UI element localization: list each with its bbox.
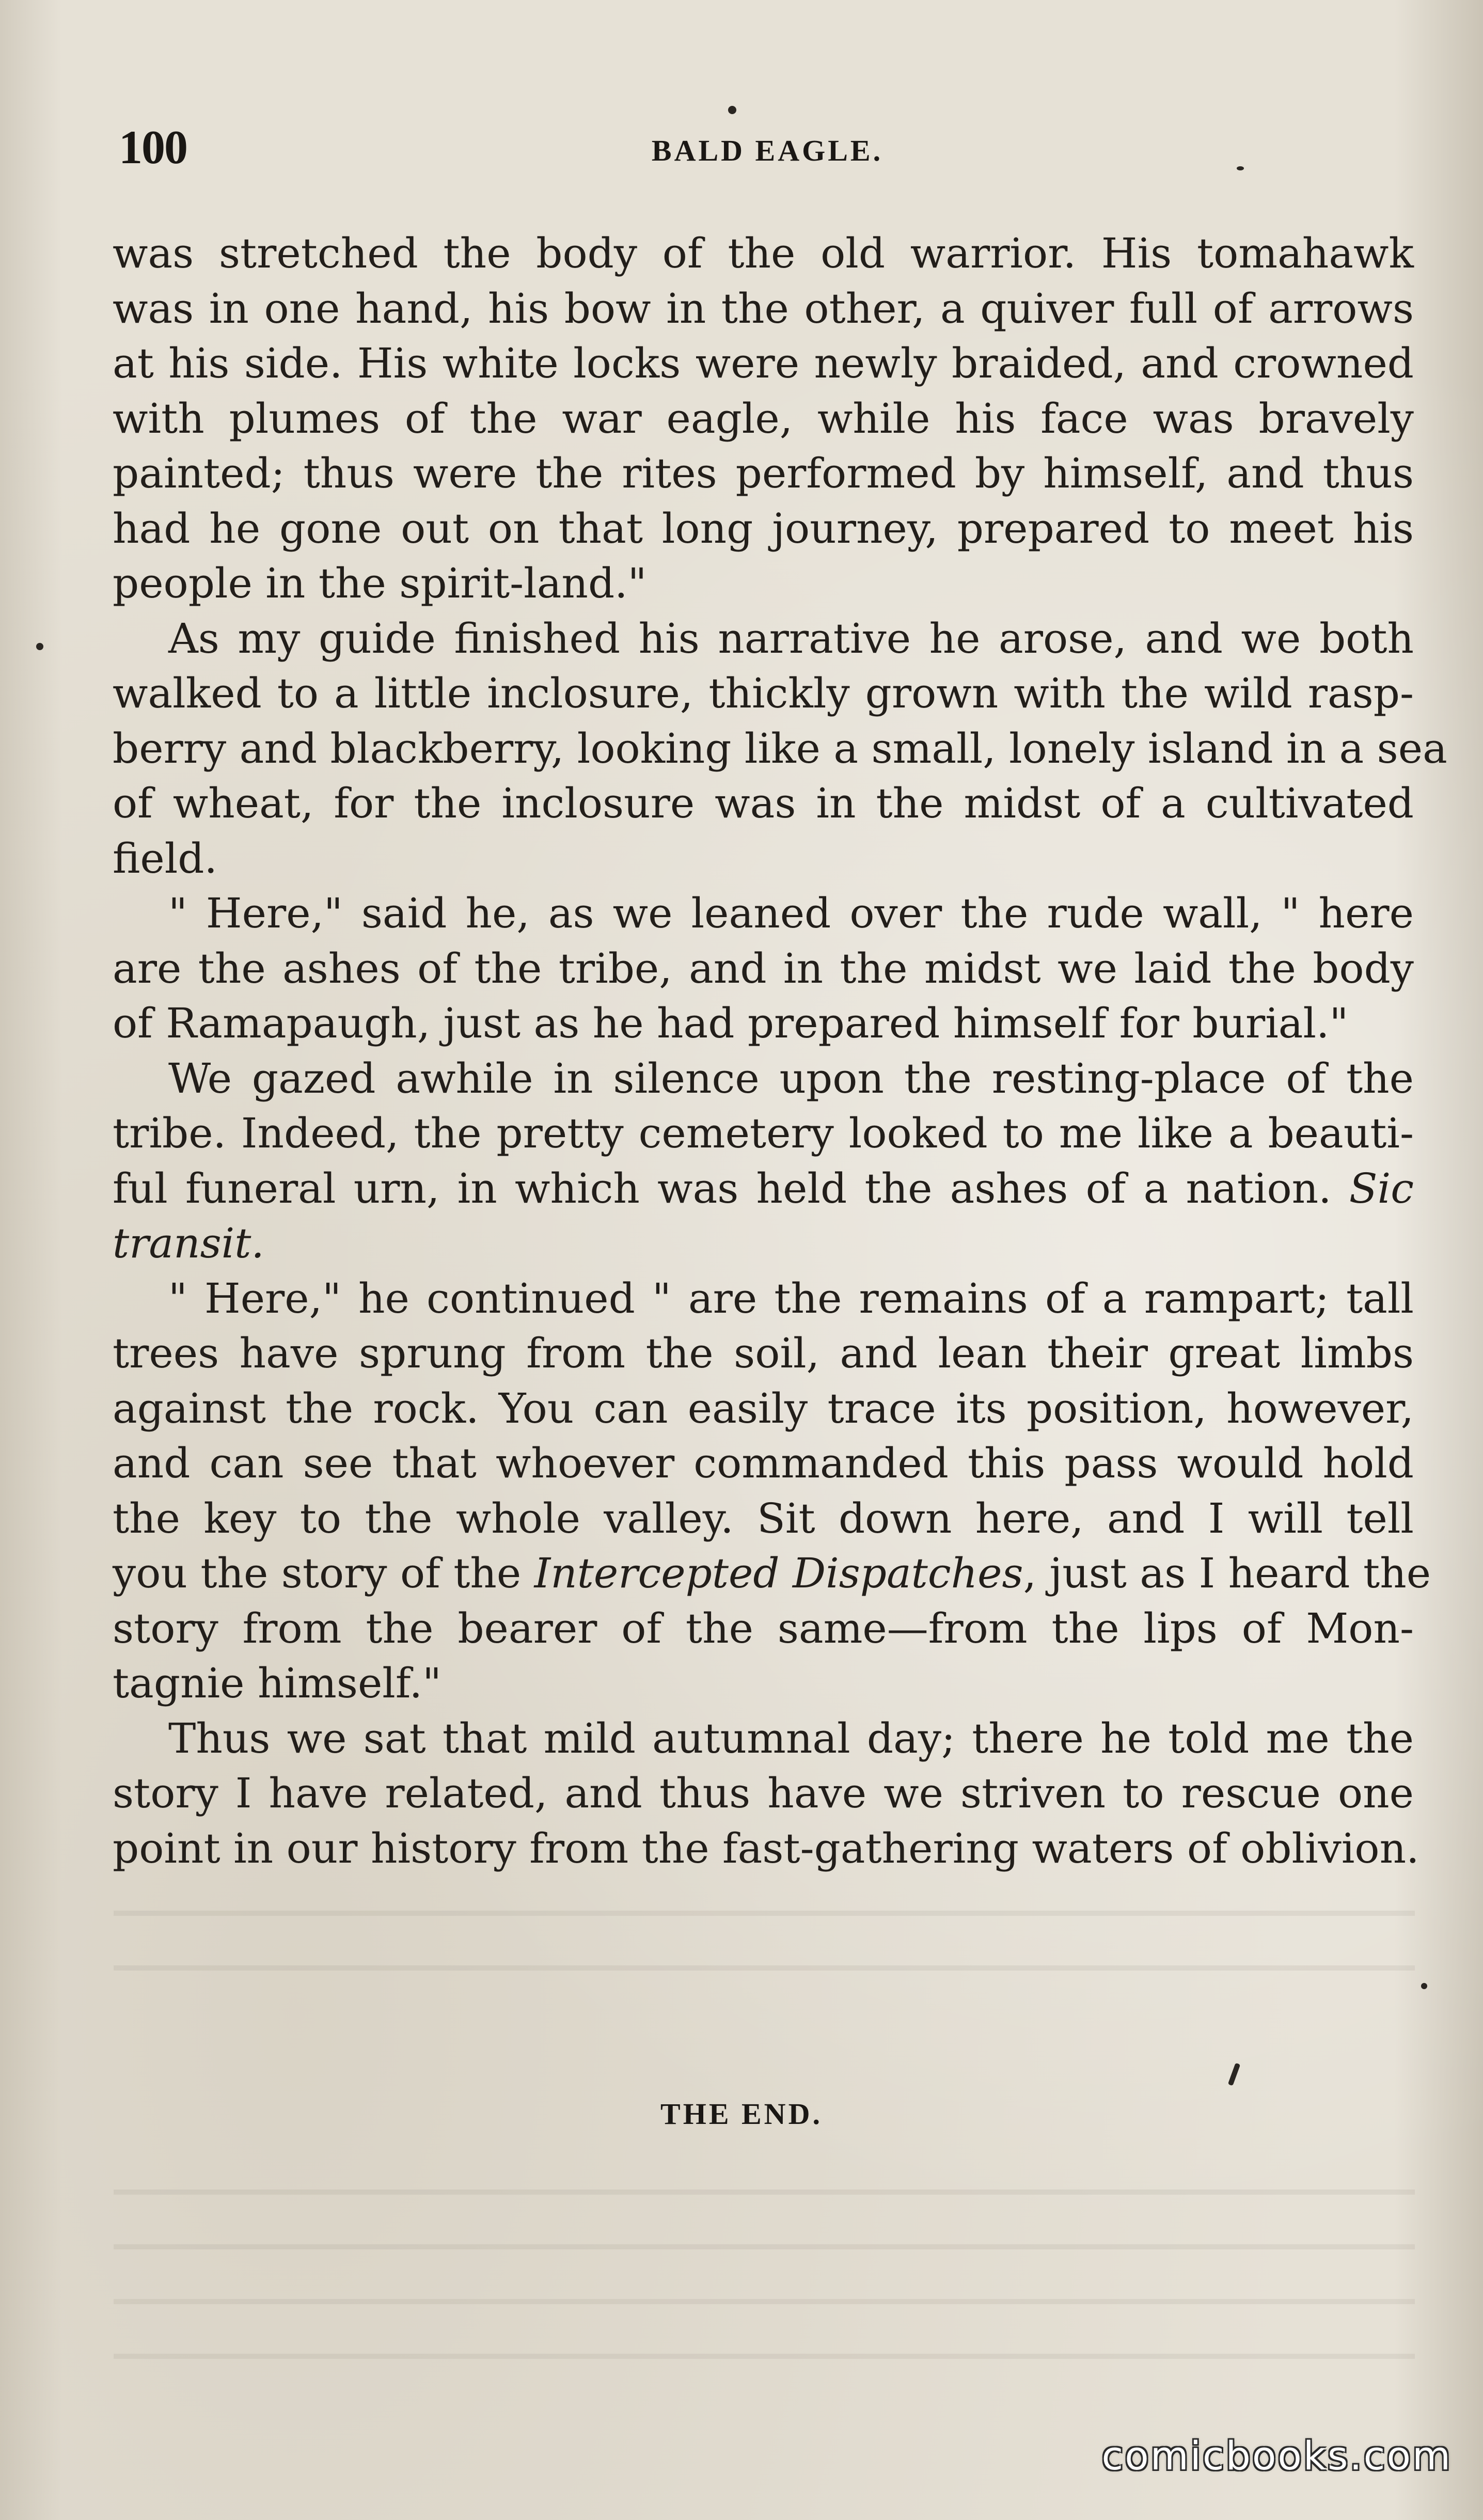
italic-phrase: Sic [1349,1164,1414,1212]
text-line: against the rock. You can easily trace its position, however, [113,1384,1414,1432]
bleed-through-line [114,2299,1415,2304]
page-number: 100 [119,121,187,174]
paragraph [113,226,1414,611]
text-line: As my guide finished his narrative he arose, and we both [168,614,1414,663]
body-text [113,226,1447,1876]
paragraph [113,1711,1419,1877]
ink-speck [1237,166,1244,170]
text-line: painted; thus were the rites performed by himself, and thus [113,449,1414,497]
text-line: point in our history from the fast-gathering waters of oblivion. [113,1824,1419,1872]
italic-phrase: Intercepted Dispatches [534,1549,1023,1597]
paragraph [113,611,1447,887]
bleed-through-line [114,1965,1415,1971]
running-head [119,120,1416,177]
text-line: tribe. Indeed, the pretty cemetery looked to me like a beauti- [113,1109,1414,1157]
text-line: walked to a little inclosure, thickly grown with the wild rasp- [113,669,1414,717]
bleed-through-line [114,2190,1415,2195]
text-line: ful funeral urn, in which was held the ashes of a nation. Sic [113,1164,1414,1212]
text-line: of Ramapaugh, just as he had prepared himself for burial." [113,999,1349,1047]
text-line: people in the spirit-land." [113,559,647,607]
paragraph [113,886,1414,1051]
text-line: at his side. His white locks were newly braided, and crowned [113,339,1414,387]
text-line: was in one hand, his bow in the other, a quiver full of arrows [113,284,1414,333]
bleed-through-line [114,2354,1415,2359]
paragraph [113,1271,1431,1711]
bleed-through-line [114,1911,1415,1916]
running-title: BALD EAGLE. [651,134,884,167]
ink-speck [1421,1983,1427,1989]
text-line: are the ashes of the tribe, and in the midst we laid the body [113,944,1414,993]
text-line: of wheat, for the inclosure was in the midst of a cultivated [113,779,1414,827]
text-line: was stretched the body of the old warrior. His tomahawk [113,229,1414,277]
text-line: Thus we sat that mild autumnal day; there he told me the [168,1714,1414,1762]
text-line: story from the bearer of the same—from the lips of Mon- [113,1604,1414,1652]
text-line: tagnie himself." [113,1659,441,1707]
text-line: We gazed awhile in silence upon the resting-place of the [168,1054,1414,1102]
text-line: trees have sprung from the soil, and lean their great limbs [113,1329,1414,1377]
bleed-through-line [114,2244,1415,2249]
text-line: " Here," he continued " are the remains of a rampart; tall [168,1274,1414,1322]
ink-speck [1228,2063,1240,2086]
text-line: field. [113,834,217,883]
text-line: story I have related, and thus have we striven to rescue one [113,1769,1414,1817]
text-line: the key to the whole valley. Sit down here, and I will tell [113,1494,1414,1542]
paragraph [113,1051,1414,1271]
watermark: comicbooks.com [1101,2433,1452,2479]
text-line: berry and blackberry, looking like a small, lonely island in a sea [113,724,1447,773]
text-line: you the story of the Intercepted Dispatches, just as I heard the [113,1549,1431,1597]
closing-line: THE END. [660,2097,823,2131]
text-line: transit. [113,1219,264,1267]
ink-speck [36,643,43,650]
ink-speck [728,106,736,114]
text-line: with plumes of the war eagle, while his face was bravely [113,394,1414,443]
text-line: and can see that whoever commanded this pass would hold [113,1439,1414,1487]
text-line: " Here," said he, as we leaned over the rude wall, " here [168,889,1414,937]
text-line: had he gone out on that long journey, prepared to meet his [113,504,1414,553]
